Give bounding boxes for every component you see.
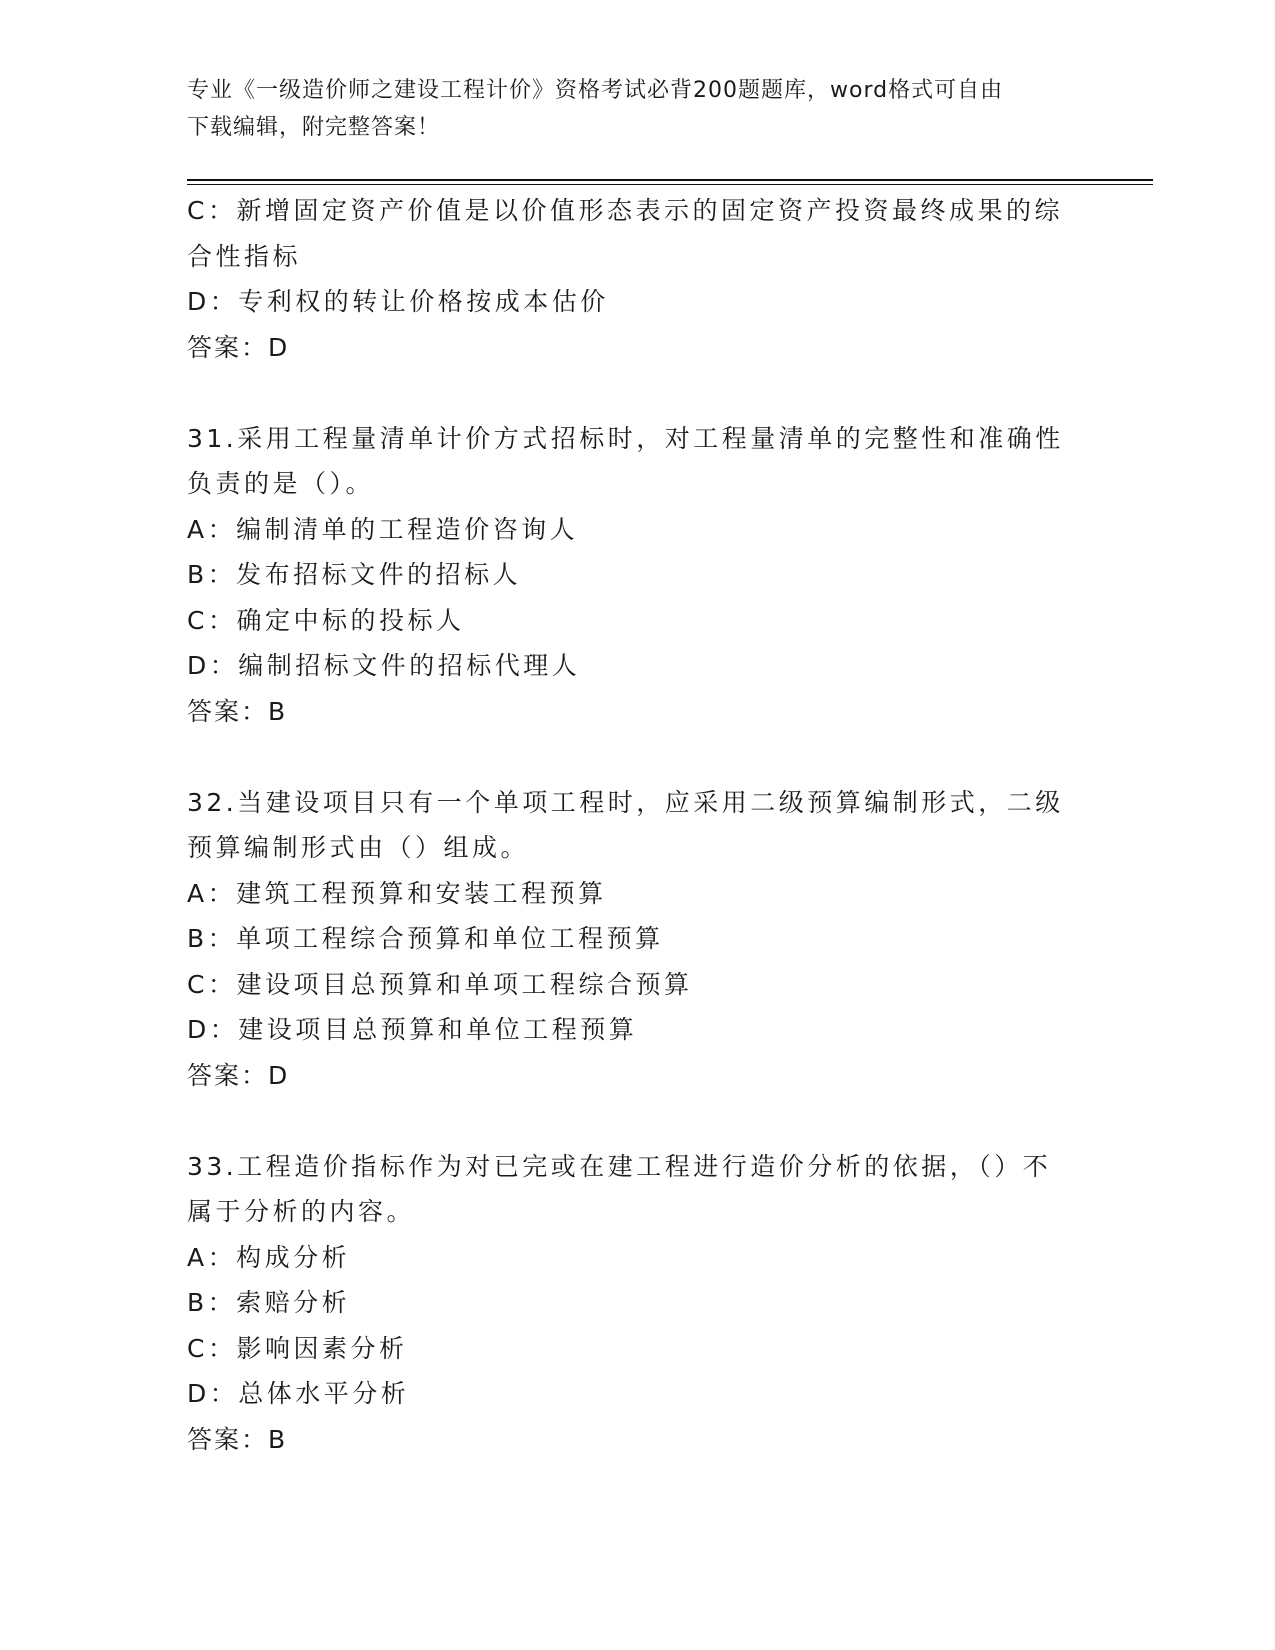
option-c-line-1: C：新增固定资产价值是以价值形态表示的固定资产投资最终成果的综 bbox=[187, 196, 1063, 225]
option-a: A：构成分析 bbox=[187, 1242, 351, 1272]
option-b: B：单项工程综合预算和单位工程预算 bbox=[187, 924, 664, 953]
option-c: C：影响因素分析 bbox=[187, 1333, 408, 1363]
option-d: D：总体水平分析 bbox=[187, 1379, 410, 1408]
answer: 答案：B bbox=[187, 1424, 288, 1454]
header-line-2: 下载编辑，附完整答案！ bbox=[187, 115, 441, 140]
option-c: C：确定中标的投标人 bbox=[187, 605, 465, 635]
question-stem-line-1: 33.工程造价指标作为对已完或在建工程进行造价分析的依据，（）不 bbox=[187, 1151, 1052, 1181]
option-c: C：建设项目总预算和单项工程综合预算 bbox=[187, 969, 693, 999]
question-spacer bbox=[187, 734, 1087, 780]
question-list bbox=[187, 188, 1087, 1462]
question-stem-line-1: 31.采用工程量清单计价方式招标时，对工程量清单的完整性和准确性 bbox=[187, 423, 1064, 453]
question-spacer bbox=[187, 370, 1087, 416]
option-a: A：建筑工程预算和安装工程预算 bbox=[187, 878, 607, 908]
question-stem-line-2: 预算编制形式由（）组成。 bbox=[187, 833, 530, 862]
question-stem-line-2: 属于分析的内容。 bbox=[187, 1197, 416, 1226]
question-stem-line-2: 负责的是（）。 bbox=[187, 469, 375, 498]
header-divider-thin bbox=[187, 184, 1153, 185]
question-30-continued bbox=[187, 188, 1087, 370]
option-d: D：专利权的转让价格按成本估价 bbox=[187, 287, 609, 316]
question-spacer bbox=[187, 1098, 1087, 1144]
answer: 答案：D bbox=[187, 332, 290, 362]
document-header bbox=[187, 72, 1067, 146]
question-stem-line-1: 32.当建设项目只有一个单项工程时，应采用二级预算编制形式，二级 bbox=[187, 787, 1064, 817]
option-b: B：索赔分析 bbox=[187, 1288, 351, 1317]
option-c-line-2: 合性指标 bbox=[187, 241, 302, 271]
question-33 bbox=[187, 1144, 1087, 1463]
answer: 答案：D bbox=[187, 1060, 290, 1090]
option-a: A：编制清单的工程造价咨询人 bbox=[187, 514, 579, 544]
question-32 bbox=[187, 780, 1087, 1099]
question-31 bbox=[187, 416, 1087, 735]
header-divider-thick bbox=[187, 179, 1153, 181]
option-d: D：建设项目总预算和单位工程预算 bbox=[187, 1015, 638, 1044]
answer: 答案：B bbox=[187, 696, 288, 726]
header-line-1: 专业《一级造价师之建设工程计价》资格考试必背200题题库，word格式可自由 bbox=[187, 78, 1004, 103]
option-b: B：发布招标文件的招标人 bbox=[187, 560, 522, 589]
option-d: D：编制招标文件的招标代理人 bbox=[187, 651, 581, 680]
